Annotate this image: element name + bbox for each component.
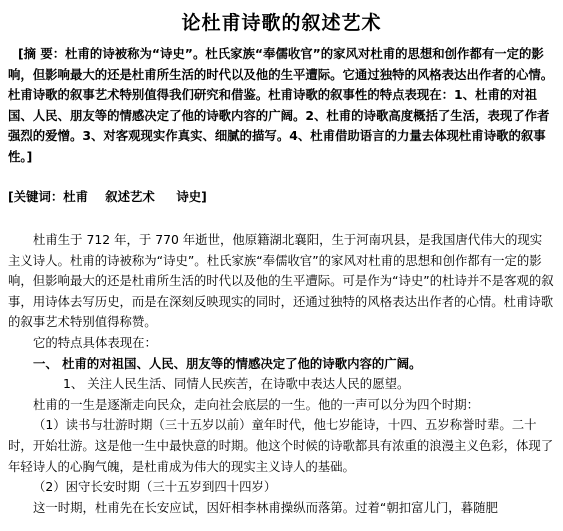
period-2-heading: （2）困守长安时期（三十五岁到四十四岁） [33,479,277,495]
subsection-heading-1: 1、 关注人民生活、同情人民疾苦，在诗歌中表达人民的愿望。 [63,376,410,392]
intro-paragraph: 杜甫生于 712 年，于 770 年逝世，他原籍湖北襄阳，生于河南巩县，是我国唐代伟大的现实主义诗人。杜甫的诗被称为“诗史”。杜氏家族“奉儒收官”的家风对杜甫的思想和创作都有一定的影响，但影响最大的还是杜甫所生活的时代以及他的生平遭际。可是作为“诗史”的杜诗并不是客观的叙事，用诗体去写历史，而是在深刻反映现实的同时，还通过独特的风格表达出作者的心情。杜甫诗歌的叙事艺术特别值得称赞。 [8,232,554,330]
features-intro: 它的特点具体表现在： [33,334,157,350]
abstract-paragraph: [摘 要：杜甫的诗被称为“诗史”。杜氏家族“奉儒收官”的家风对杜甫的思想和创作都有一定的影响，但影响最大的还是杜甫所生活的时代以及他的生平遭际。它通过独特的风格表达出作者的心情。杜甫诗歌的叙事艺术特别值得我们研究和借鉴。杜甫诗歌的叙事性的特点表现在：1、杜甫的对祖国、人民、朋友等的情感决定了他的诗歌内容的广阔。2、杜甫的诗歌高度概括了生活，表现了作者强烈的爱憎。3、对客观现实作真实、细腻的描写。4、杜甫借助语言的力量去体现杜甫诗歌的叙事性。] [8,46,554,164]
life-intro: 杜甫的一生是逐渐走向民众，走向社会底层的一生。他的一声可以分为四个时期： [33,396,480,412]
body-text [8,230,554,518]
keywords-line: [关键词：杜甫 叙述艺术 诗史] [8,189,207,204]
section-heading-1: 一、 杜甫的对祖国、人民、朋友等的情感决定了他的诗歌内容的广阔。 [33,355,422,371]
period-2-text: 这一时期，杜甫先在长安应试，因奸相李林甫操纵而落第。过着“朝扣富儿门，暮随肥 [33,499,498,515]
page-title: 论杜甫诗歌的叙述艺术 [181,12,382,34]
period-1-paragraph: （1）读书与壮游时期（三十五岁以前）童年时代，他七岁能诗，十四、五岁称誉时辈。二十时，开始壮游。这是他一生中最快意的时期。他这个时候的诗歌都具有浓重的浪漫主义色彩，体现了年轻诗人的心胸气魄，是杜甫成为伟大的现实主义诗人的基础。 [8,417,554,474]
